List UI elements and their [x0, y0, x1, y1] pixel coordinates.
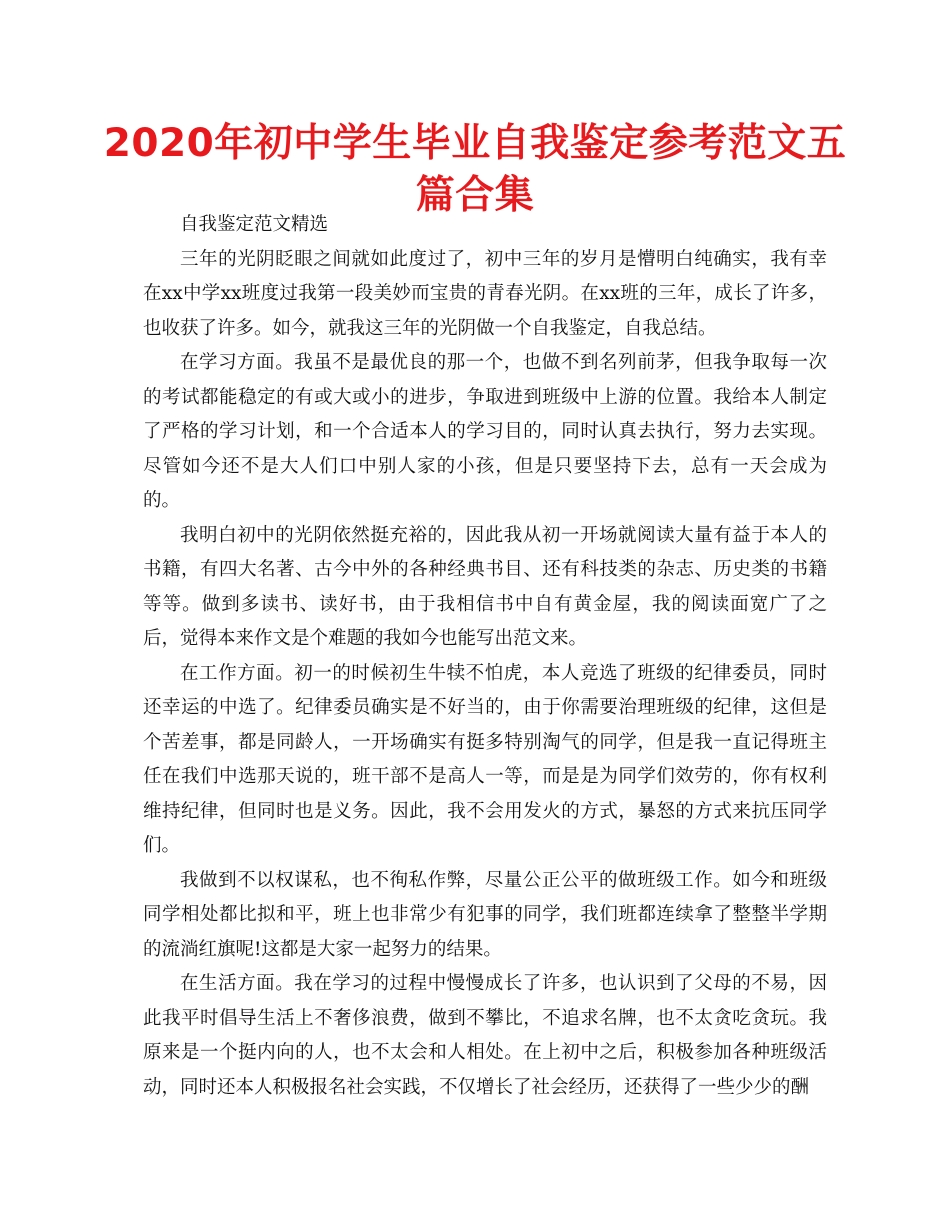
section-heading: 自我鉴定范文精选 [180, 214, 329, 235]
paragraph: 在学习方面。我虽不是最优良的那一个，也做不到名列前茅，但我争取每一次的考试都能稳定的有或大或小的进步，争取进到班级中上游的位置。我给本人制定了严格的学习计划，和一个合适本人的学习目的，同时认真去执行，努力去实现。尽管如今还不是大人们口中别人家的小孩，但是只要坚持下去，总有一天会成为的。 [143, 352, 827, 511]
paragraph: 在工作方面。初一的时候初生牛犊不怕虎，本人竞选了班级的纪律委员，同时还幸运的中选了。纪律委员确实是不好当的，由于你需要治理班级的纪律，这但是个苦差事，都是同龄人，一开场确实有挺多特别淘气的同学，但是我一直记得班主任在我们中选那天说的，班干部不是高人一等，而是是为同学们效劳的，你有权利维持纪律，但同时也是义务。因此，我不会用发火的方式，暴怒的方式来抗压同学们。 [143, 662, 827, 856]
paragraph: 我明白初中的光阴依然挺充裕的，因此我从初一开场就阅读大量有益于本人的书籍，有四大名著、古今中外的各种经典书目、还有科技类的杂志、历史类的书籍等等。做到多读书、读好书，由于我相信书中自有黄金屋，我的阅读面宽广了之后，觉得本来作文是个难题的我如今也能写出范文来。 [143, 524, 827, 649]
document-title: 2020年初中学生毕业自我鉴定参考范文五篇合集 [103, 121, 847, 218]
paragraph: 我做到不以权谋私，也不徇私作弊，尽量公正公平的做班级工作。如今和班级同学相处都比拟和平，班上也非常少有犯事的同学，我们班都连续拿了整整半学期的流淌红旗呢!这都是大家一起努力的结果。 [143, 869, 827, 960]
document-body [143, 208, 827, 1105]
paragraph: 三年的光阴眨眼之间就如此度过了，初中三年的岁月是懵明白纯确实，我有幸在xx中学xx班度过我第一段美妙而宝贵的青春光阴。在xx班的三年，成长了许多，也收获了许多。如今，就我这三年的光阴做一个自我鉴定，自我总结。 [143, 248, 827, 339]
paragraph: 在生活方面。我在学习的过程中慢慢成长了许多，也认识到了父母的不易，因此我平时倡导生活上不奢侈浪费，做到不攀比，不追求名牌，也不太贪吃贪玩。我原来是一个挺内向的人，也不太会和人相处。在上初中之后，积极参加各种班级活动，同时还本人积极报名社会实践，不仅增长了社会经历，还获得了一些少少的酬 [143, 973, 827, 1098]
